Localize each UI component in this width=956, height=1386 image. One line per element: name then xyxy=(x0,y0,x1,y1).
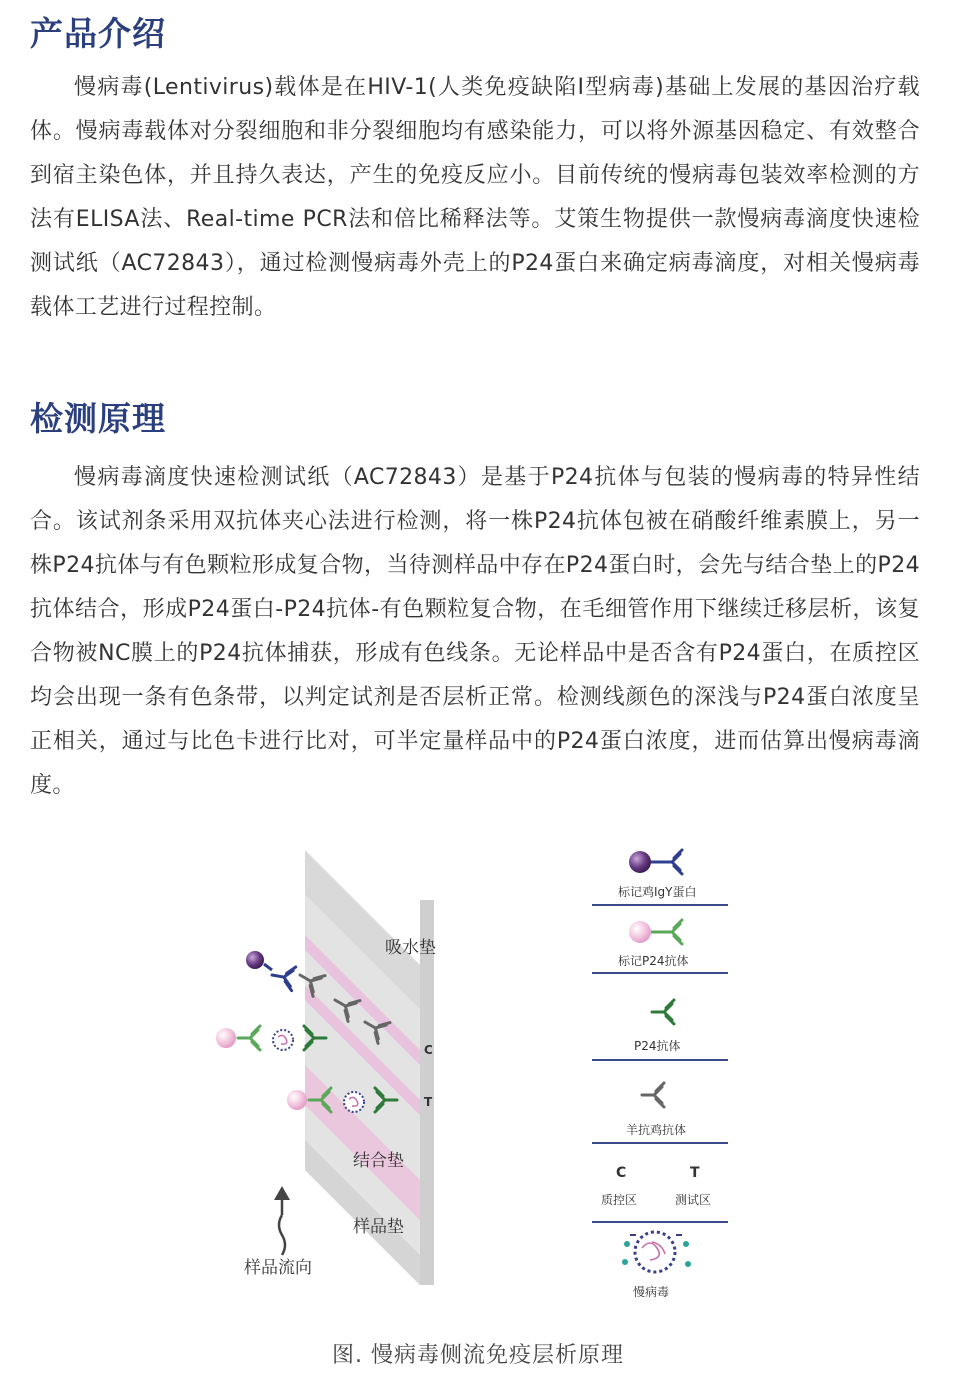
legend-p24-icon xyxy=(652,1000,674,1024)
conjugate-pad-label: 结合垫 xyxy=(353,1151,404,1171)
legend-p24-label: P24抗体 xyxy=(634,1039,681,1053)
section-title-product-intro: 产品介绍 xyxy=(30,14,166,53)
legend-goat-label: 羊抗鸡抗体 xyxy=(626,1123,687,1137)
section-title-detection-principle: 检测原理 xyxy=(30,399,166,438)
detection-principle-paragraph: 慢病毒滴度快速检测试纸（AC72843）是基于P24抗体与包装的慢病毒的特异性结合。该试剂条采用双抗体夹心法进行检测，将一株P24抗体包被在硝酸纤维素膜上，另一株P24抗体与有色颗粒形成复合物，当待测样品中存在P24蛋白时，会先与结合垫上的P24抗体结合，形成P24蛋白-P24抗体-有色颗粒复合物，在毛细管作用下继续迁移层析，该复合物被NC膜上的P24抗体捕获，形成有色线条。无论样品中是否含有P24蛋白，在质控区均会出现一条有色条带，以判定试剂是否层析正常。检测线颜色的深浅与P24蛋白浓度呈正相关，通过与比色卡进行比对，可半定量样品中的P24蛋白浓度，进而估算出慢病毒滴度。 xyxy=(30,465,920,798)
legend-virus-icon xyxy=(622,1232,691,1272)
test-line-label: T xyxy=(424,1095,433,1109)
legend-control-zone-label: 质控区 xyxy=(601,1193,638,1207)
legend-labeled-p24-label: 标记P24抗体 xyxy=(618,954,689,968)
figure-caption: 图. 慢病毒侧流免疫层析原理 xyxy=(332,1343,624,1368)
product-intro-paragraph: 慢病毒(Lentivirus)载体是在HIV-1(人类免疫缺陷I型病毒)基础上发展的基因治疗载体。慢病毒载体对分裂细胞和非分裂细胞均有感染能力，可以将外源基因稳定、有效整合到宿主染色体，并且持久表达，产生的免疫反应小。目前传统的慢病毒包装效率检测的方法有ELISA法、Real-time PCR法和倍比稀释法等。艾策生物提供一款慢病毒滴度快速检测试纸（AC72843），通过检测慢病毒外壳上的P24蛋白来确定病毒滴度，对相关慢病毒载体工艺进行过程控制。 xyxy=(30,75,920,320)
legend-igy-icon xyxy=(629,850,682,874)
legend-goat-icon xyxy=(642,1083,664,1107)
legend-igy-label: 标记鸡IgY蛋白 xyxy=(618,885,697,899)
flow-arrow-icon xyxy=(274,1186,290,1255)
absorbent-pad-label: 吸水垫 xyxy=(385,938,436,958)
sample-pad-label: 样品垫 xyxy=(353,1217,404,1237)
legend-test-zone-label: 测试区 xyxy=(675,1193,712,1207)
legend-virus-label: 慢病毒 xyxy=(633,1285,670,1299)
lateral-flow-diagram xyxy=(190,840,770,1310)
legend-t-letter: T xyxy=(690,1165,700,1181)
legend-c-letter: C xyxy=(616,1165,627,1181)
legend xyxy=(592,850,728,1299)
legend-labeled-p24-icon xyxy=(629,920,682,944)
control-line-label: C xyxy=(424,1043,433,1057)
flow-direction-label: 样品流向 xyxy=(244,1258,312,1278)
igy-complex xyxy=(246,951,296,991)
